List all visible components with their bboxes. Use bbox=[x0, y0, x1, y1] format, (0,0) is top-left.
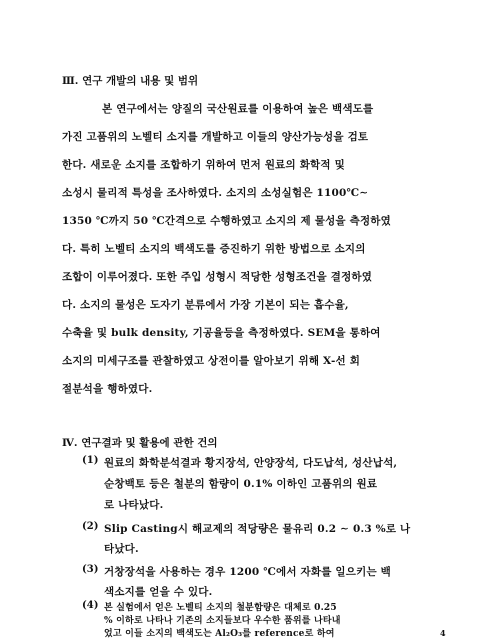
list-item-line: 본 실험에서 얻은 노벨티 소지의 철분함량은 대체로 0.25 bbox=[104, 603, 337, 613]
list-item-line: 타났다. bbox=[104, 543, 139, 555]
section-3-line: 소성시 물리적 특성을 조사하였다. 소지의 소성실험은 1100℃∼ bbox=[62, 187, 369, 199]
list-item-number: (2) bbox=[82, 521, 99, 532]
list-item-number: (1) bbox=[82, 455, 99, 466]
list-item-number: (3) bbox=[82, 564, 99, 575]
section-3-line: 소지의 미세구조를 관찰하였고 상전이를 알아보기 위해 X-선 회 bbox=[62, 355, 361, 367]
section-3-line: 조합이 이루어졌다. 또한 주입 성형시 적당한 성형조건을 결정하였 bbox=[62, 271, 373, 283]
section-3-line: 수축율 및 bulk density, 기공율등을 측정하였다. SEM을 통하여 bbox=[62, 327, 381, 339]
section-3-line: 한다. 새로운 소지를 조합하기 위하여 먼저 원료의 화학적 및 bbox=[62, 159, 345, 171]
list-item-line: 로 나타났다. bbox=[104, 499, 164, 511]
list-item-line: 색소지를 얻을 수 있다. bbox=[104, 586, 213, 598]
section-3-line: 다. 소지의 물성은 도자기 분류에서 가장 기본이 되는 흡수율, bbox=[62, 299, 349, 311]
list-item-line: 었고 이들 소지의 백색도는 Al₂O₃를 reference로 하여 bbox=[104, 629, 335, 639]
list-item-line: 순창백토 등은 철분의 함량이 0.1% 이하인 고품위의 원료 bbox=[104, 478, 378, 490]
page-number: 4 bbox=[440, 628, 446, 638]
section-3-line: 1350 ℃까지 50 ℃간격으로 수행하였고 소지의 제 물성을 측정하였 bbox=[62, 215, 391, 227]
section-3-line: 가진 고품위의 노벨티 소지를 개발하고 이들의 양산가능성을 검토 bbox=[62, 131, 369, 143]
list-item-number: (4) bbox=[82, 600, 99, 611]
section-3-line: 절분석을 행하였다. bbox=[62, 383, 153, 395]
list-item-line: Slip Casting시 해교제의 적당량은 물유리 0.2 ∼ 0.3 %로 나 bbox=[104, 523, 411, 535]
section-3-line: 본 연구에서는 양질의 국산원료를 이용하여 높은 백색도를 bbox=[102, 103, 374, 115]
section-3-line: 다. 특히 노벨티 소지의 백색도를 증진하기 위한 방법으로 소지의 bbox=[62, 243, 366, 255]
list-item-line: 원료의 화학분석결과 황지장석, 안양장석, 다도납석, 성산납석, bbox=[104, 457, 398, 469]
section-4-heading: Ⅳ. 연구결과 및 활용에 관한 건의 bbox=[62, 437, 218, 449]
list-item-line: 거창장석을 사용하는 경우 1200 ℃에서 자화를 일으키는 백 bbox=[104, 566, 391, 578]
list-item-line: % 이하로 나타나 기존의 소지들보다 우수한 품위를 나타내 bbox=[104, 616, 341, 626]
section-3-heading: Ⅲ. 연구 개발의 내용 및 범위 bbox=[62, 75, 199, 87]
